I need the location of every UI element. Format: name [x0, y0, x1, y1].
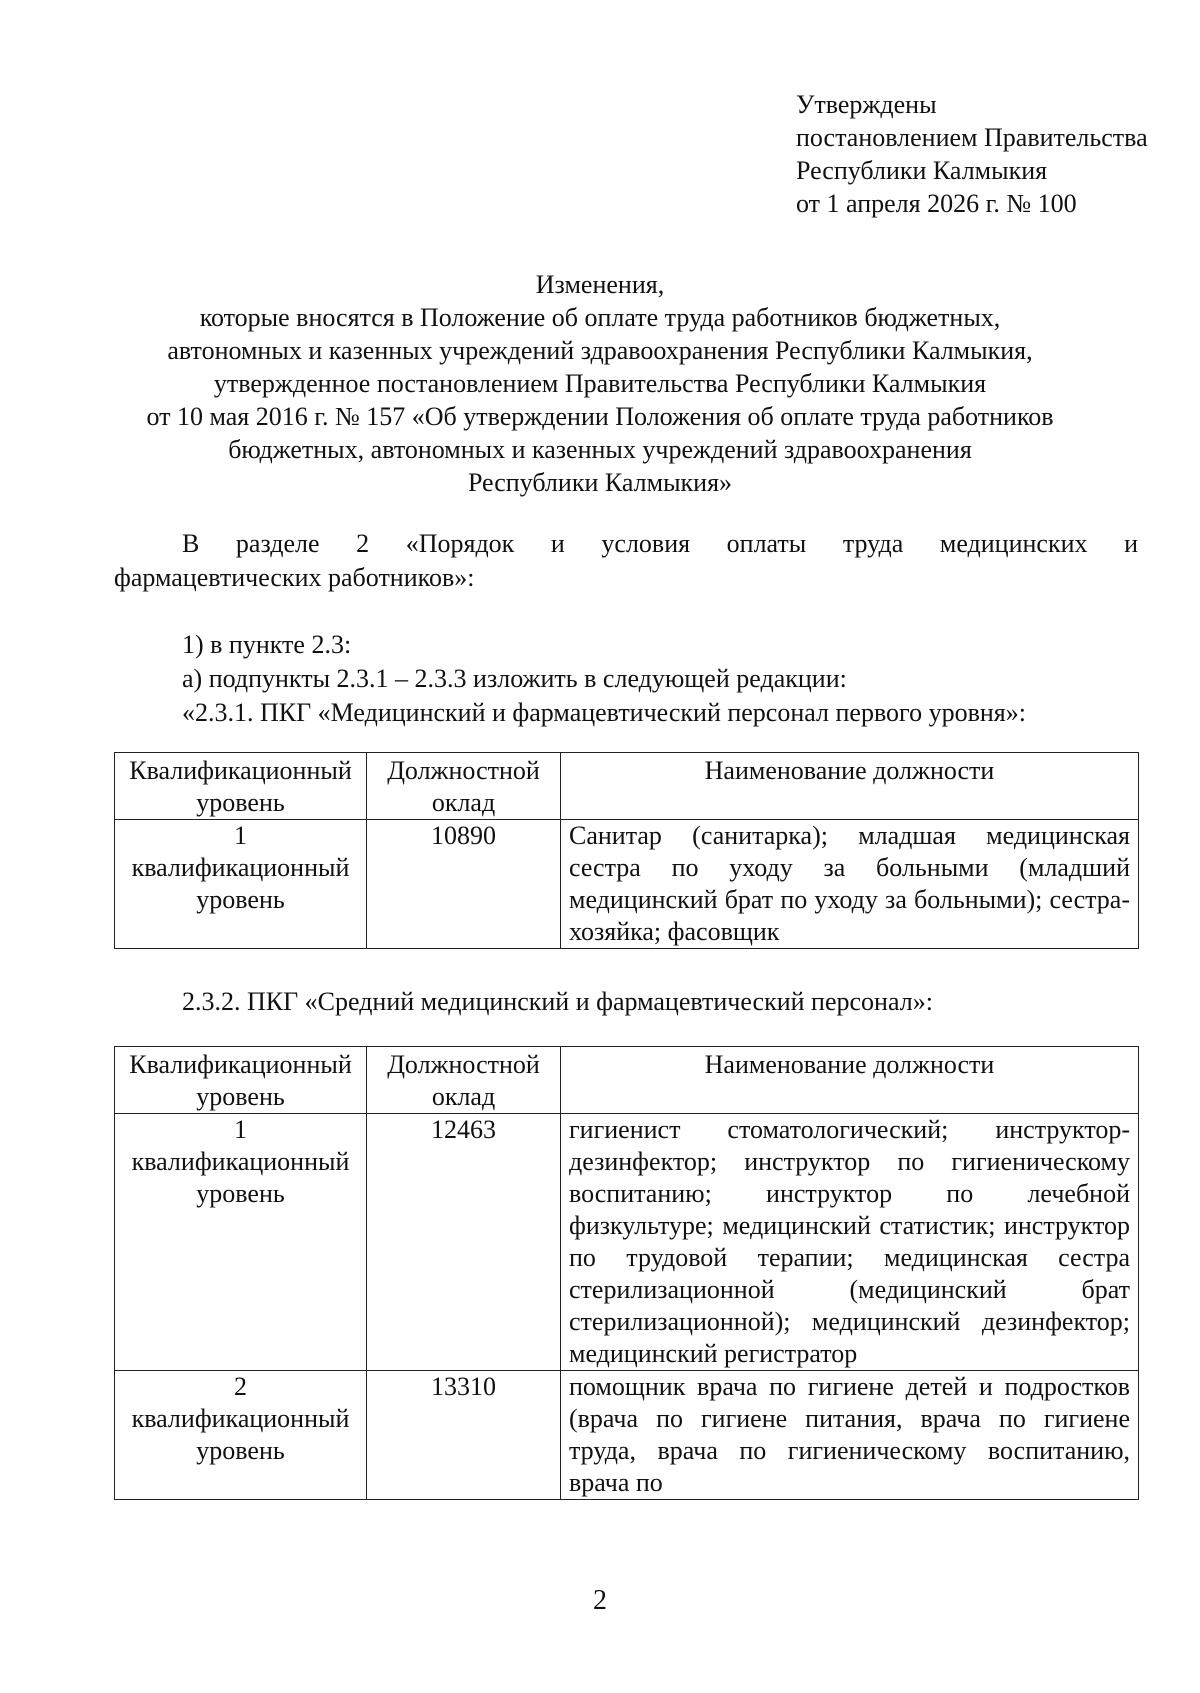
intro-line: В разделе 2 «Порядок и условия оплаты труда медицинских и [182, 529, 1138, 558]
approval-line: Республики Калмыкия [796, 156, 1048, 185]
page-number: 2 [593, 1585, 607, 1616]
point-1: 1) в пункте 2.3: [182, 630, 352, 659]
document-title [100, 268, 1100, 499]
cell-salary: 10890 [367, 820, 561, 949]
cell-level: 1 квалификационный уровень [115, 1114, 367, 1371]
section-2-3-2-heading: 2.3.2. ПКГ «Средний медицинский и фармацевтический персонал»: [182, 987, 933, 1016]
cell-position: Санитар (санитарка); младшая медицинская сестра по уходу за больными (младший медицинский брат по уходу за больными); сестра-хозяйка; фасовщик [561, 820, 1139, 949]
cell-level: 2 квалификационный уровень [115, 1371, 367, 1500]
header-salary: Должностной оклад [367, 753, 561, 820]
title-line: Изменения, [535, 270, 665, 299]
table-row [115, 1114, 1139, 1371]
subpoint-a: а) подпункты 2.3.1 – 2.3.3 изложить в следующей редакции: [182, 664, 847, 693]
table-row [115, 1371, 1139, 1500]
table-header-row [115, 753, 1139, 820]
approval-line: Утверждены [796, 90, 937, 119]
section-2-3-1-heading: «2.3.1. ПКГ «Медицинский и фармацевтический персонал первого уровня»: [182, 698, 1026, 727]
cell-salary: 13310 [367, 1371, 561, 1500]
header-level: Квалификационный уровень [115, 1047, 367, 1114]
cell-position: помощник врача по гигиене детей и подростков (врача по гигиене питания, врача по гигиене труда, врача по гигиеническому воспитанию, врача по [561, 1371, 1139, 1500]
cell-level: 1 квалификационный уровень [115, 820, 367, 949]
approval-line: от 1 апреля 2026 г. № 100 [796, 189, 1077, 218]
cell-position: гигиенист стоматологический; инструктор-дезинфектор; инструктор по гигиеническому воспитанию; инструктор по лечебной физкультуре; медицинский статистик; инструктор по трудовой терапии; медицинская сестра стерилизационной (медицинский брат стерилизационной); медицинский дезинфектор; медицинский регистратор [561, 1114, 1139, 1371]
header-salary: Должностной оклад [367, 1047, 561, 1114]
title-line: утвержденное постановлением Правительства Республики Калмыкия [213, 369, 987, 398]
intro-line: фармацевтических работников»: [114, 563, 475, 592]
title-line: Республики Калмыкия» [467, 468, 733, 497]
approval-block [796, 88, 1148, 220]
header-position: Наименование должности [561, 753, 1139, 820]
title-line: бюджетных, автономных и казенных учреждений здравоохранения [228, 435, 972, 464]
table-row [115, 820, 1139, 949]
header-position: Наименование должности [561, 1047, 1139, 1114]
approval-line: постановлением Правительства [796, 123, 1148, 152]
cell-salary: 12463 [367, 1114, 561, 1371]
table-2-3-1 [114, 752, 1139, 949]
title-line: которые вносятся в Положение об оплате труда работников бюджетных, [199, 303, 1001, 332]
intro-paragraph [114, 527, 1138, 595]
table-header-row [115, 1047, 1139, 1114]
title-line: от 10 мая 2016 г. № 157 «Об утверждении Положения об оплате труда работников [146, 402, 1054, 431]
header-level: Квалификационный уровень [115, 753, 367, 820]
table-2-3-2 [114, 1046, 1139, 1500]
title-line: автономных и казенных учреждений здравоохранения Республики Калмыкия, [167, 336, 1033, 365]
